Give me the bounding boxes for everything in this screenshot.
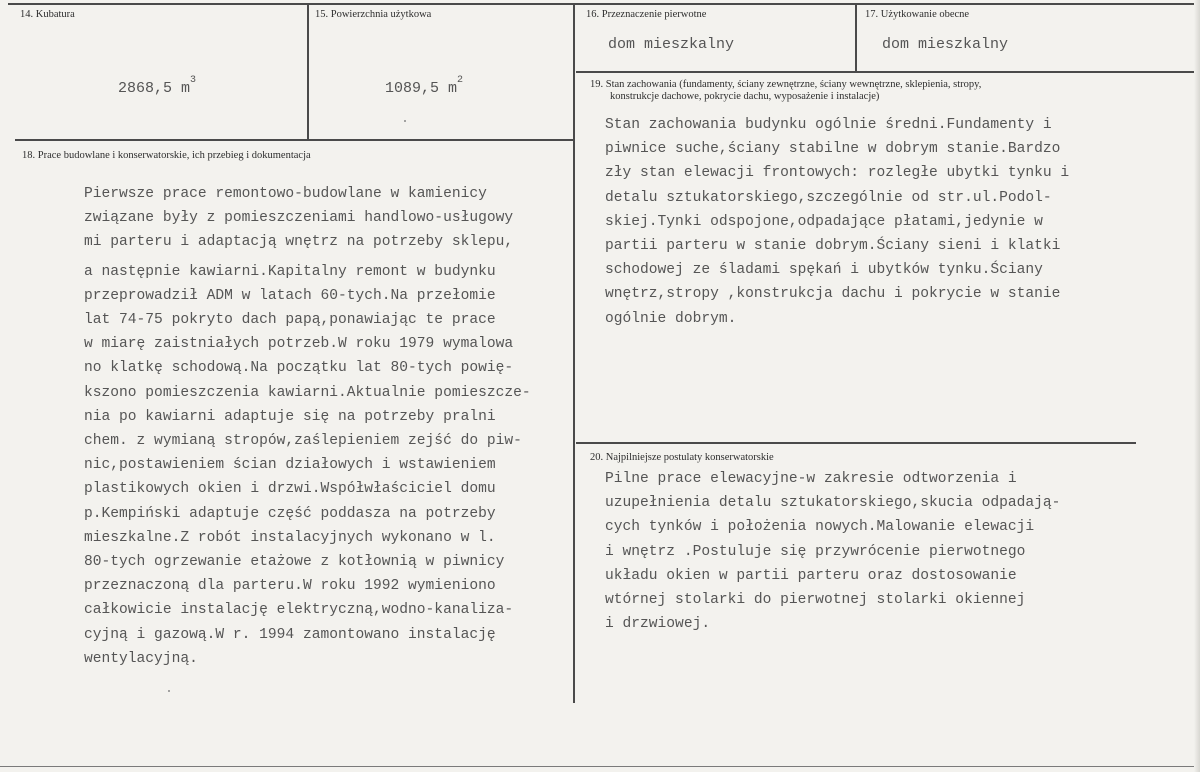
field-18-line: w miarę zaistniałych potrzeb.W roku 1979 wymalowa bbox=[84, 336, 514, 353]
field-20-label: 20. Najpilniejsze postulaty konserwatorskie bbox=[590, 452, 774, 463]
field-18-line: cyjną i gazową.W r. 1994 zamontowano instalację bbox=[84, 626, 496, 643]
speck bbox=[404, 120, 406, 122]
field-19-line: detalu sztukatorskiego,szczególnie od str.ul.Podol- bbox=[605, 189, 1052, 206]
col-divider-14-15 bbox=[307, 3, 309, 140]
field-20-text bbox=[605, 467, 1060, 636]
speck bbox=[168, 690, 170, 692]
field-17-value: dom mieszkalny bbox=[882, 36, 1009, 53]
field-16-value: dom mieszkalny bbox=[608, 36, 735, 53]
divider-section20 bbox=[576, 442, 1136, 444]
field-20-line: i drzwiowej. bbox=[605, 616, 711, 633]
field-18-line: przeznaczoną dla parteru.W roku 1992 wymieniono bbox=[84, 578, 496, 595]
field-19-label-line2: konstrukcje dachowe, pokrycie dachu, wyposażenie i instalacje) bbox=[610, 91, 880, 102]
field-18-line: Pierwsze prace remontowo-budowlane w kamienicy bbox=[84, 186, 487, 202]
top-border bbox=[8, 3, 1198, 5]
divider-bottom bbox=[0, 766, 1200, 767]
field-18-line: nia po kawiarni adaptuje się na potrzeby pralni bbox=[84, 408, 496, 425]
divider-row1-left bbox=[15, 139, 575, 141]
field-20-line: i wnętrz .Postuluje się przywrócenie pierwotnego bbox=[605, 543, 1026, 560]
field-19-line: wnętrz,stropy ,konstrukcja dachu i pokrycie w stanie bbox=[605, 286, 1061, 303]
field-18-label: 18. Prace budowlane i konserwatorskie, ich przebieg i dokumentacja bbox=[22, 150, 311, 161]
field-18-line: mieszkalne.Z robót instalacyjnych wykonano w l. bbox=[84, 529, 496, 546]
divider-row1 bbox=[576, 71, 1198, 73]
field-18-line: całkowicie instalację elektryczną,wodno-kanaliza- bbox=[84, 602, 514, 619]
field-19-line: skiej.Tynki odspojone,odpadające płatami,jedynie w bbox=[605, 213, 1043, 230]
field-18-text bbox=[84, 182, 531, 671]
field-19-label bbox=[590, 79, 981, 103]
field-18-line: wentylacyjną. bbox=[84, 650, 198, 667]
field-19-label-line1: 19. Stan zachowania (fundamenty, ściany zewnętrzne, ściany wewnętrzne, sklepienia, stropy, bbox=[590, 79, 982, 90]
field-14-sup: 3 bbox=[190, 75, 197, 86]
field-16-label: 16. Przeznaczenie pierwotne bbox=[586, 9, 707, 20]
field-20-line: wtórnej stolarki do pierwotnej stolarki okiennej bbox=[605, 592, 1026, 609]
field-19-line: ogólnie dobrym. bbox=[605, 310, 737, 327]
field-18-line: no klatkę schodową.Na początku lat 80-tych powię- bbox=[84, 360, 514, 377]
field-18-line: nic,postawieniem ścian działowych i wstawieniem bbox=[84, 457, 496, 474]
page-edge bbox=[1194, 0, 1200, 772]
field-18-line: związane były z pomieszczeniami handlowo-usługowy bbox=[84, 210, 514, 227]
field-19-line: zły stan elewacji frontowych: rozległe ubytki tynku i bbox=[605, 165, 1070, 182]
field-19-text bbox=[605, 113, 1069, 331]
field-18-line: kszono pomieszczenia kawiarni.Aktualnie pomieszcze- bbox=[84, 384, 531, 401]
field-14-value bbox=[118, 75, 197, 97]
field-15-number: 1089,5 m bbox=[385, 80, 458, 97]
field-14-label: 14. Kubatura bbox=[20, 9, 75, 20]
field-20-line: uzupełnienia detalu sztukatorskiego,skucia odpadają- bbox=[605, 495, 1061, 512]
field-15-label: 15. Powierzchnia użytkowa bbox=[315, 9, 432, 20]
field-18-line: chem. z wymianą stropów,zaślepieniem zejść do piw- bbox=[84, 433, 522, 450]
col-divider-main bbox=[573, 3, 575, 703]
field-18-line: plastikowych okien i drzwi.Współwłaściciel domu bbox=[84, 481, 496, 498]
field-15-sup: 2 bbox=[457, 75, 464, 86]
field-19-line: piwnice suche,ściany stabilne w dobrym stanie.Bardzo bbox=[605, 141, 1061, 158]
field-19-line: Stan zachowania budynku ogólnie średni.Fundamenty i bbox=[605, 117, 1052, 133]
col-divider-16-17 bbox=[855, 3, 857, 71]
field-15-value bbox=[385, 75, 464, 97]
field-18-line: a następnie kawiarni.Kapitalny remont w budynku bbox=[84, 263, 496, 280]
field-20-line: Pilne prace elewacyjne-w zakresie odtworzenia i bbox=[605, 471, 1017, 487]
field-20-line: cych tynków i położenia nowych.Malowanie elewacji bbox=[605, 519, 1035, 536]
field-18-line: lat 74-75 pokryto dach papą,ponawiając te prace bbox=[84, 312, 496, 329]
field-17-label: 17. Użytkowanie obecne bbox=[865, 9, 970, 20]
field-20-line: układu okien w partii parteru oraz dostosowanie bbox=[605, 567, 1017, 584]
field-18-line: mi parteru i adaptacją wnętrz na potrzeby sklepu, bbox=[84, 234, 514, 251]
field-18-line: 80-tych ogrzewanie etażowe z kotłownią w piwnicy bbox=[84, 554, 505, 571]
field-19-line: partii parteru w stanie dobrym.Ściany sieni i klatki bbox=[605, 238, 1061, 255]
field-18-line: przeprowadził ADM w latach 60-tych.Na przełomie bbox=[84, 287, 496, 304]
field-14-number: 2868,5 m bbox=[118, 80, 191, 97]
field-18-line: p.Kempiński adaptuje część poddasza na potrzeby bbox=[84, 505, 496, 522]
field-19-line: schodowej ze śladami spękań i ubytków tynku.Ściany bbox=[605, 262, 1043, 279]
